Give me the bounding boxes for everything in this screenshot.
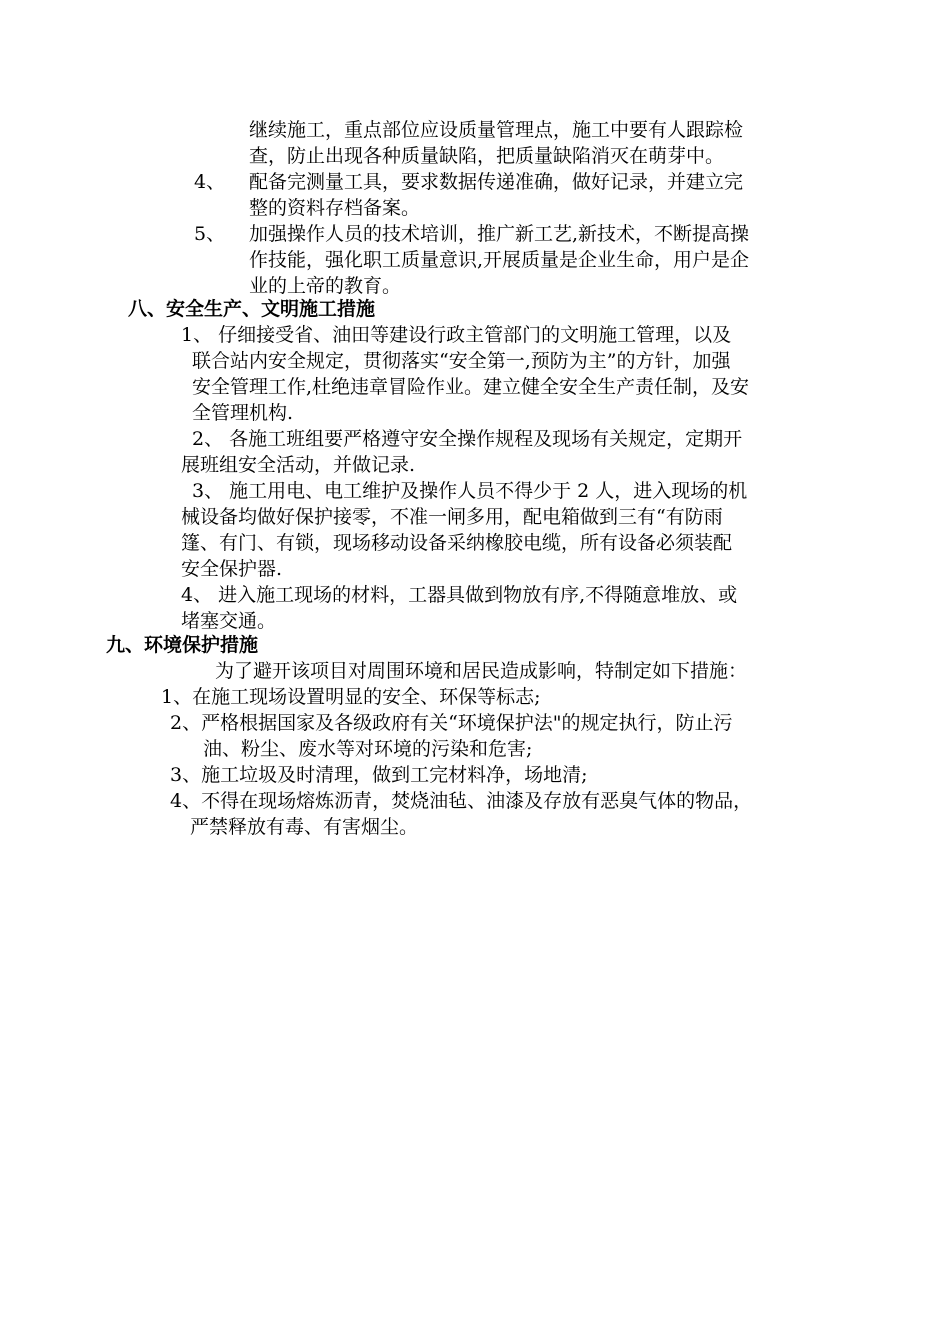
section9-item4-line-2: 严禁释放有毒、有害烟尘。 [190, 816, 419, 838]
section8-item1-line-4: 全管理机构. [192, 402, 294, 424]
section9-heading: 九、环境保护措施 [106, 634, 259, 656]
quality-item5-line-1: 加强操作人员的技术培训，推广新工艺,新技术，不断提高操 [249, 223, 750, 245]
section9-item2-line-2: 油、粉尘、废水等对环境的污染和危害; [203, 738, 533, 760]
section8-heading: 八、安全生产、文明施工措施 [128, 298, 376, 320]
section8-item1-line-1: 1、 仔细接受省、油田等建设行政主管部门的文明施工管理，以及 [181, 324, 732, 346]
section8-item2-line-1: 2、 各施工班组要严格遵守安全操作规程及现场有关规定，定期开 [192, 428, 743, 450]
quality-item4-line-1: 配备完测量工具，要求数据传递准确，做好记录，并建立完 [249, 171, 744, 193]
section8-item1-line-2: 联合站内安全规定，贯彻落实“安全第一,预防为主”的方针，加强 [192, 350, 731, 372]
quality-cont-line-1: 继续施工，重点部位应设质量管理点，施工中要有人跟踪检 [249, 119, 744, 141]
quality-item4-line-2: 整的资料存档备案。 [249, 197, 421, 219]
quality-item5-line-2: 作技能，强化职工质量意识,开展质量是企业生命，用户是企 [249, 249, 750, 271]
section9-item4-line-1: 4、不得在现场熔炼沥青，焚烧油毡、油漆及存放有恶臭气体的物品， [170, 790, 753, 812]
section8-item3-line-2: 械设备均做好保护接零，不准一闸多用，配电箱做到三有“有防雨 [181, 506, 723, 528]
section8-item4-line-1: 4、 进入施工现场的材料，工器具做到物放有序,不得随意堆放、或 [181, 584, 738, 606]
section9-item1: 1、在施工现场设置明显的安全、环保等标志; [161, 686, 541, 708]
section9-intro: 为了避开该项目对周围环境和居民造成影响，特制定如下措施： [215, 660, 748, 682]
quality-item4-number: 4、 [194, 171, 226, 193]
section8-item3-line-1: 3、 施工用电、电工维护及操作人员不得少于 2 人，进入现场的机 [192, 480, 748, 502]
section9-item2-line-1: 2、严格根据国家及各级政府有关“环境保护法"的规定执行，防止污 [170, 712, 733, 734]
quality-cont-line-2: 查，防止出现各种质量缺陷，把质量缺陷消灭在萌芽中。 [249, 145, 725, 167]
section8-item2-line-2: 展班组安全活动，并做记录. [181, 454, 416, 476]
section8-item3-line-4: 安全保护器. [181, 558, 283, 580]
section8-item3-line-3: 篷、有门、有锁，现场移动设备采纳橡胶电缆，所有设备必须装配 [181, 532, 733, 554]
section8-item4-line-2: 堵塞交通。 [181, 610, 277, 632]
quality-item5-number: 5、 [194, 223, 226, 245]
section8-item1-line-3: 安全管理工作,杜绝违章冒险作业。建立健全安全生产责任制，及安 [192, 376, 750, 398]
quality-item5-line-3: 业的上帝的教育。 [249, 275, 402, 297]
section9-item3: 3、施工垃圾及时清理，做到工完材料净，场地清; [170, 764, 588, 786]
